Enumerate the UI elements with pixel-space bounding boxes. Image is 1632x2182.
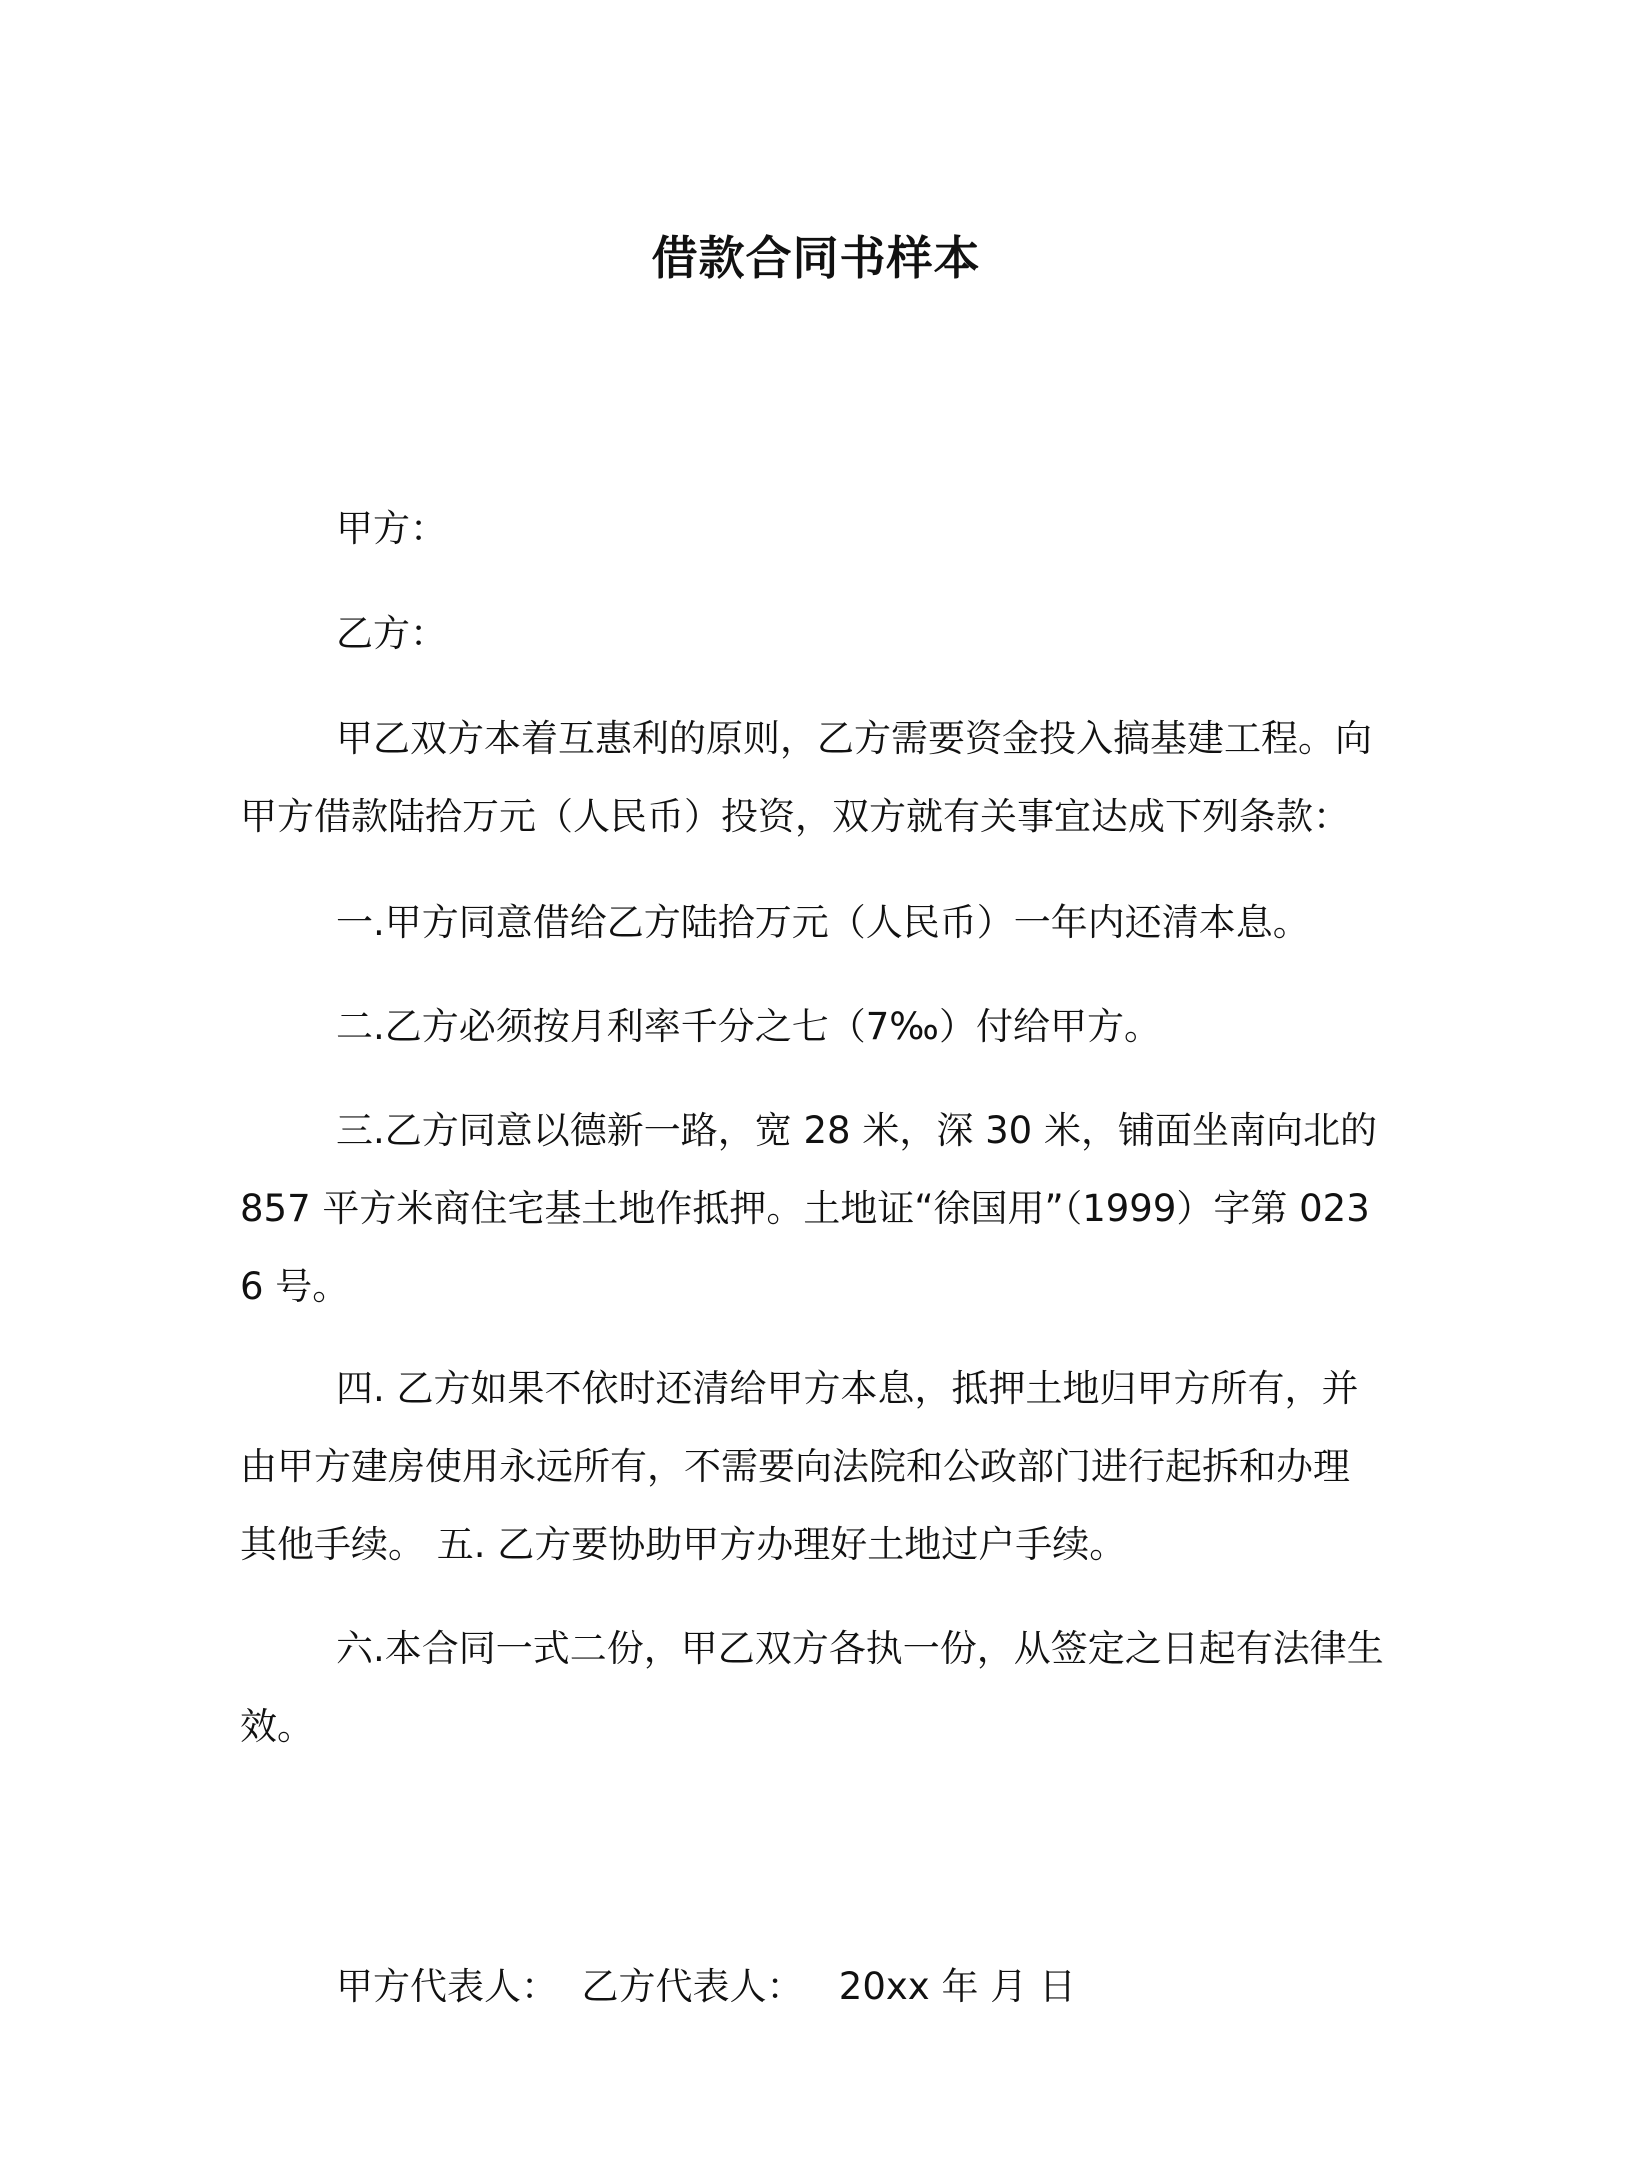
- signature-text: 甲方代表人： 乙方代表人： 20xx 年 月 日: [336, 1965, 1076, 2008]
- clause-6: [240, 1610, 1385, 1766]
- clause-3: [240, 1092, 1385, 1326]
- intro-text: 甲乙双方本着互惠利的原则，乙方需要资金投入搞基建工程。向甲方借款陆拾万元（人民币）投资，双方就有关事宜达成下列条款：: [240, 717, 1372, 838]
- party-b-text: 乙方：: [336, 612, 447, 655]
- clause-2: [240, 988, 1385, 1066]
- signature-line: [240, 1792, 1385, 2182]
- clause-3-text: 三.乙方同意以德新一路，宽 28 米，深 30 米，铺面坐南向北的 857 平方米商住宅基土地作抵押。土地证“徐国用”（1999）字第 0236 号。: [240, 1109, 1377, 1308]
- document-title: 借款合同书样本: [651, 231, 981, 285]
- clause-2-text: 二.乙方必须按月利率千分之七（7‰）付给甲方。: [336, 1005, 1161, 1048]
- party-a-label: [240, 490, 1385, 568]
- clause-1-text: 一.甲方同意借给乙方陆拾万元（人民币）一年内还清本息。: [336, 901, 1310, 944]
- intro-paragraph: [240, 700, 1385, 856]
- clause-6-text: 六.本合同一式二份，甲乙双方各执一份，从签定之日起有法律生效。: [240, 1627, 1384, 1748]
- clause-4-5: [240, 1350, 1385, 1584]
- clause-4-5-text: 四. 乙方如果不依时还清给甲方本息，抵押土地归甲方所有，并由甲方建房使用永远所有，不需要向法院和公政部门进行起拆和办理其他手续。 五. 乙方要协助甲方办理好土地过户手续。: [240, 1367, 1359, 1566]
- clause-1: [240, 884, 1385, 962]
- party-a-text: 甲方：: [336, 507, 447, 550]
- party-b-label: [240, 595, 1385, 673]
